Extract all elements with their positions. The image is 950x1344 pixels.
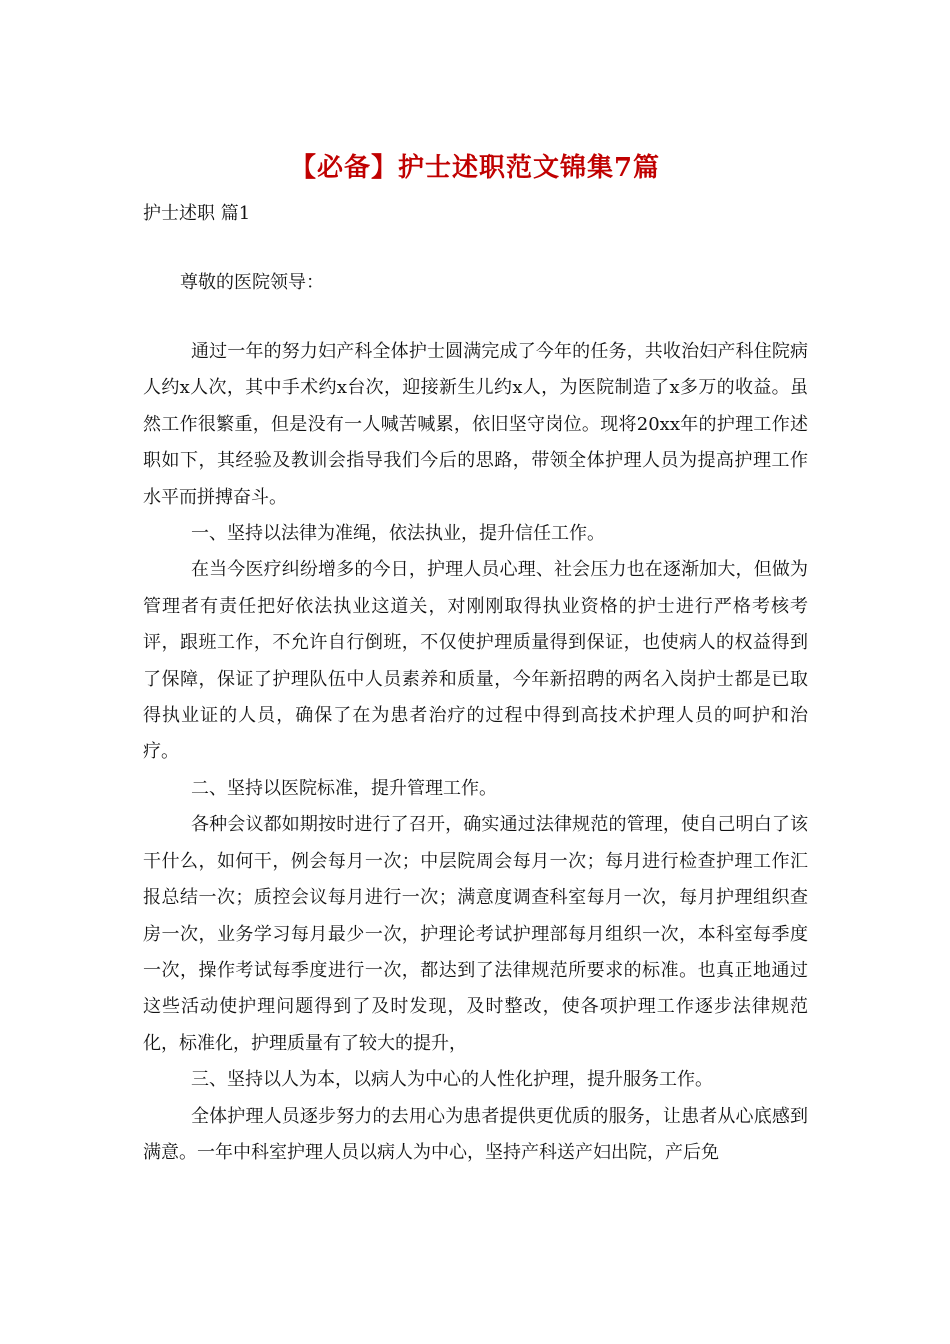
salutation: 尊敬的医院领导： xyxy=(180,272,324,293)
heading-section-1: 一、坚持以法律为准绳，依法执业，提升信任工作。 xyxy=(191,523,605,545)
heading-section-3: 三、坚持以人为本，以病人为中心的人性化护理，提升服务工作。 xyxy=(191,1069,713,1091)
paragraph-section-1: 在当今医疗纠纷增多的今日，护理人员心理、社会压力也在逐渐加大，但做为管理者有责任把好依法执业这道关，对刚刚取得执业资格的护士进行严格考核考评，跟班工作，不允许自行倒班，不仅使护理质量得到保证，也使病人的权益得到了保障，保证了护理队伍中人员素养和质量，今年新招聘的两名入岗护士都是已取得执业证的人员，确保了在为患者治疗的过程中得到高技术护理人员的呵护和治疗。 xyxy=(143,559,808,763)
document-body xyxy=(143,334,808,1171)
heading-section-2: 二、坚持以医院标准，提升管理工作。 xyxy=(191,777,497,799)
paragraph-section-2: 各种会议都如期按时进行了召开，确实通过法律规范的管理，使自己明白了该干什么，如何干，例会每月一次；中层院周会每月一次；每月进行检查护理工作汇报总结一次；质控会议每月进行一次；满意度调查科室每月一次，每月护理组织查房一次，业务学习每月最少一次，护理论考试护理部每月组织一次，本科室每季度一次，操作考试每季度进行一次，都达到了法律规范所要求的标准。也真正地通过这些活动使护理问题得到了及时发现，及时整改，使各项护理工作逐步法律规范化，标准化，护理质量有了较大的提升， xyxy=(143,814,808,1054)
section-label: 护士述职 篇1 xyxy=(143,203,251,224)
paragraph-section-3: 全体护理人员逐步努力的去用心为患者提供更优质的服务，让患者从心底感到满意。一年中科室护理人员以病人为中心，坚持产科送产妇出院，产后免 xyxy=(143,1105,808,1163)
paragraph-intro: 通过一年的努力妇产科全体护士圆满完成了今年的任务，共收治妇产科住院病人约x人次，其中手术约x台次，迎接新生儿约x人，为医院制造了x多万的收益。虽然工作很繁重，但是没有一人喊苦喊累，依旧坚守岗位。现将20xx年的护理工作述职如下，其经验及教训会指导我们今后的思路，带领全体护理人员为提高护理工作水平而拼搏奋斗。 xyxy=(143,341,808,508)
document-title: 【必备】护士述职范文锦集7篇 xyxy=(289,153,661,183)
